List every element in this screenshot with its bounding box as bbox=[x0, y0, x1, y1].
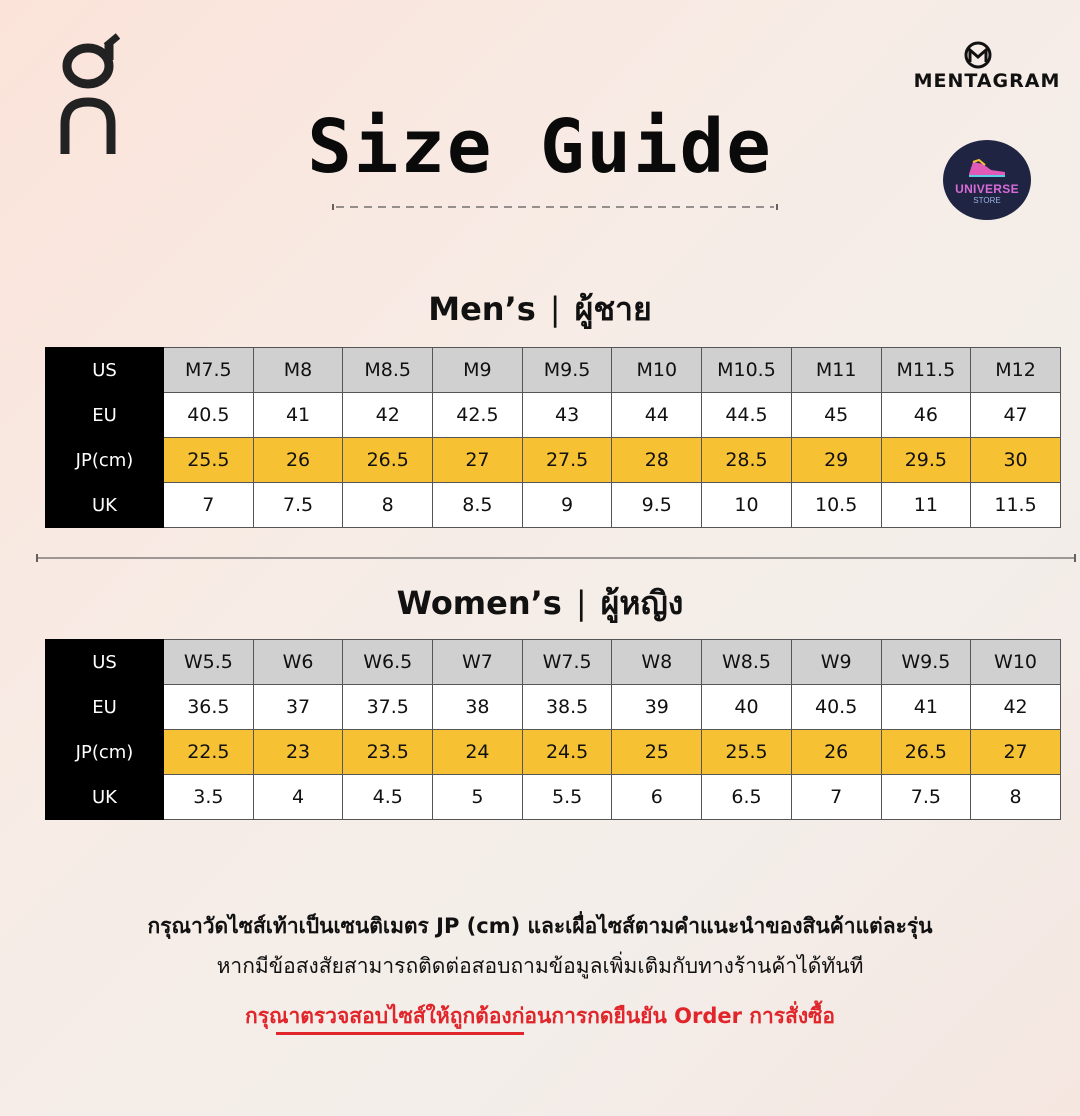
size-cell: 43 bbox=[522, 393, 612, 438]
size-cell: M10.5 bbox=[702, 348, 792, 393]
size-cell: 6 bbox=[612, 775, 702, 820]
warning-underline bbox=[276, 1032, 524, 1035]
women-heading-separator: | bbox=[575, 584, 587, 622]
size-cell: 25 bbox=[612, 730, 702, 775]
size-cell: 38.5 bbox=[522, 685, 612, 730]
size-cell: W6.5 bbox=[343, 640, 433, 685]
men-heading-th: ผู้ชาย bbox=[574, 290, 652, 328]
mentagram-logo-icon bbox=[958, 40, 998, 70]
size-cell: 36.5 bbox=[164, 685, 254, 730]
contact-note: หากมีข้อสงสัยสามารถติดต่อสอบถามข้อมูลเพิ่มเติมกับทางร้านค้าได้ทันที bbox=[216, 954, 864, 978]
size-cell: 8.5 bbox=[433, 483, 523, 528]
men-heading-separator: | bbox=[549, 290, 561, 328]
size-cell: 7 bbox=[791, 775, 881, 820]
size-cell: W9.5 bbox=[881, 640, 971, 685]
size-cell: 46 bbox=[881, 393, 971, 438]
size-cell: W9 bbox=[791, 640, 881, 685]
size-cell: 6.5 bbox=[702, 775, 792, 820]
women-heading-en: Women’s bbox=[396, 584, 562, 622]
table-row-uk bbox=[46, 775, 1061, 820]
table-row-eu bbox=[46, 685, 1061, 730]
size-cell: 45 bbox=[791, 393, 881, 438]
women-heading bbox=[0, 578, 1080, 629]
size-cell: M11.5 bbox=[881, 348, 971, 393]
men-heading-en: Men’s bbox=[428, 290, 536, 328]
size-cell: 24 bbox=[433, 730, 523, 775]
size-cell: 9.5 bbox=[612, 483, 702, 528]
size-cell: 25.5 bbox=[702, 730, 792, 775]
size-cell: 38 bbox=[433, 685, 523, 730]
row-label: EU bbox=[46, 685, 164, 730]
size-cell: 4 bbox=[253, 775, 343, 820]
size-cell: 44.5 bbox=[702, 393, 792, 438]
women-size-table bbox=[45, 639, 1061, 820]
size-cell: 41 bbox=[881, 685, 971, 730]
size-cell: 9 bbox=[522, 483, 612, 528]
size-cell: M8.5 bbox=[343, 348, 433, 393]
size-cell: 37.5 bbox=[343, 685, 433, 730]
size-cell: W7.5 bbox=[522, 640, 612, 685]
size-cell: 22.5 bbox=[164, 730, 254, 775]
size-cell: W5.5 bbox=[164, 640, 254, 685]
universe-store-badge bbox=[943, 140, 1031, 220]
size-cell: 4.5 bbox=[343, 775, 433, 820]
size-cell: 41 bbox=[253, 393, 343, 438]
section-divider bbox=[36, 554, 1076, 562]
size-cell: 37 bbox=[253, 685, 343, 730]
table-row-jp bbox=[46, 438, 1061, 483]
size-cell: 27 bbox=[433, 438, 523, 483]
badge-title: UNIVERSE bbox=[955, 181, 1019, 196]
title-divider bbox=[332, 204, 778, 210]
table-row-us bbox=[46, 640, 1061, 685]
size-cell: 11 bbox=[881, 483, 971, 528]
size-cell: 40.5 bbox=[164, 393, 254, 438]
size-cell: M12 bbox=[971, 348, 1061, 393]
table-row-jp bbox=[46, 730, 1061, 775]
size-cell: 11.5 bbox=[971, 483, 1061, 528]
men-size-table bbox=[45, 347, 1061, 528]
size-cell: 26.5 bbox=[343, 438, 433, 483]
row-label: JP(cm) bbox=[46, 730, 164, 775]
sneaker-icon bbox=[965, 156, 1009, 180]
size-cell: 28 bbox=[612, 438, 702, 483]
mentagram-brand: MENTAGRAM bbox=[913, 70, 1061, 92]
size-cell: M8 bbox=[253, 348, 343, 393]
size-cell: 47 bbox=[971, 393, 1061, 438]
row-label: JP(cm) bbox=[46, 438, 164, 483]
size-cell: 30 bbox=[971, 438, 1061, 483]
size-cell: 28.5 bbox=[702, 438, 792, 483]
size-cell: 7.5 bbox=[881, 775, 971, 820]
size-cell: M9.5 bbox=[522, 348, 612, 393]
row-label: US bbox=[46, 348, 164, 393]
size-cell: 5.5 bbox=[522, 775, 612, 820]
size-cell: 40.5 bbox=[791, 685, 881, 730]
page-title: Size Guide bbox=[307, 104, 773, 190]
row-label: US bbox=[46, 640, 164, 685]
row-label: EU bbox=[46, 393, 164, 438]
size-cell: 27.5 bbox=[522, 438, 612, 483]
table-row-uk bbox=[46, 483, 1061, 528]
size-cell: 10 bbox=[702, 483, 792, 528]
table-row-eu bbox=[46, 393, 1061, 438]
size-cell: 7 bbox=[164, 483, 254, 528]
size-cell: M11 bbox=[791, 348, 881, 393]
size-cell: 26 bbox=[791, 730, 881, 775]
size-cell: W7 bbox=[433, 640, 523, 685]
size-cell: 27 bbox=[971, 730, 1061, 775]
size-cell: M9 bbox=[433, 348, 523, 393]
women-heading-th: ผู้หญิง bbox=[600, 584, 684, 622]
size-cell: W8 bbox=[612, 640, 702, 685]
measure-note: กรุณาวัดไซส์เท้าเป็นเซนติเมตร JP (cm) และเผื่อไซส์ตามคำแนะนำของสินค้าแต่ละรุ่น bbox=[147, 914, 933, 938]
size-cell: 42.5 bbox=[433, 393, 523, 438]
warning-note: กรุณาตรวจสอบไซส์ให้ถูกต้องก่อนการกดยืนยัน Order การสั่งซื้อ bbox=[244, 1004, 836, 1028]
size-cell: 44 bbox=[612, 393, 702, 438]
size-cell: M10 bbox=[612, 348, 702, 393]
size-cell: M7.5 bbox=[164, 348, 254, 393]
size-cell: 23 bbox=[253, 730, 343, 775]
size-cell: 26.5 bbox=[881, 730, 971, 775]
size-cell: 8 bbox=[343, 483, 433, 528]
men-heading bbox=[0, 284, 1080, 335]
size-cell: 25.5 bbox=[164, 438, 254, 483]
size-cell: 42 bbox=[971, 685, 1061, 730]
size-cell: 3.5 bbox=[164, 775, 254, 820]
size-cell: 23.5 bbox=[343, 730, 433, 775]
size-cell: 29 bbox=[791, 438, 881, 483]
size-cell: 24.5 bbox=[522, 730, 612, 775]
size-cell: 39 bbox=[612, 685, 702, 730]
size-cell: W8.5 bbox=[702, 640, 792, 685]
size-cell: 26 bbox=[253, 438, 343, 483]
size-cell: 40 bbox=[702, 685, 792, 730]
size-cell: 10.5 bbox=[791, 483, 881, 528]
size-cell: W6 bbox=[253, 640, 343, 685]
table-row-us bbox=[46, 348, 1061, 393]
row-label: UK bbox=[46, 775, 164, 820]
row-label: UK bbox=[46, 483, 164, 528]
size-cell: 8 bbox=[971, 775, 1061, 820]
size-cell: 5 bbox=[433, 775, 523, 820]
size-cell: 42 bbox=[343, 393, 433, 438]
size-cell: 7.5 bbox=[253, 483, 343, 528]
size-cell: 29.5 bbox=[881, 438, 971, 483]
size-cell: W10 bbox=[971, 640, 1061, 685]
badge-subtitle: STORE bbox=[973, 195, 1001, 205]
